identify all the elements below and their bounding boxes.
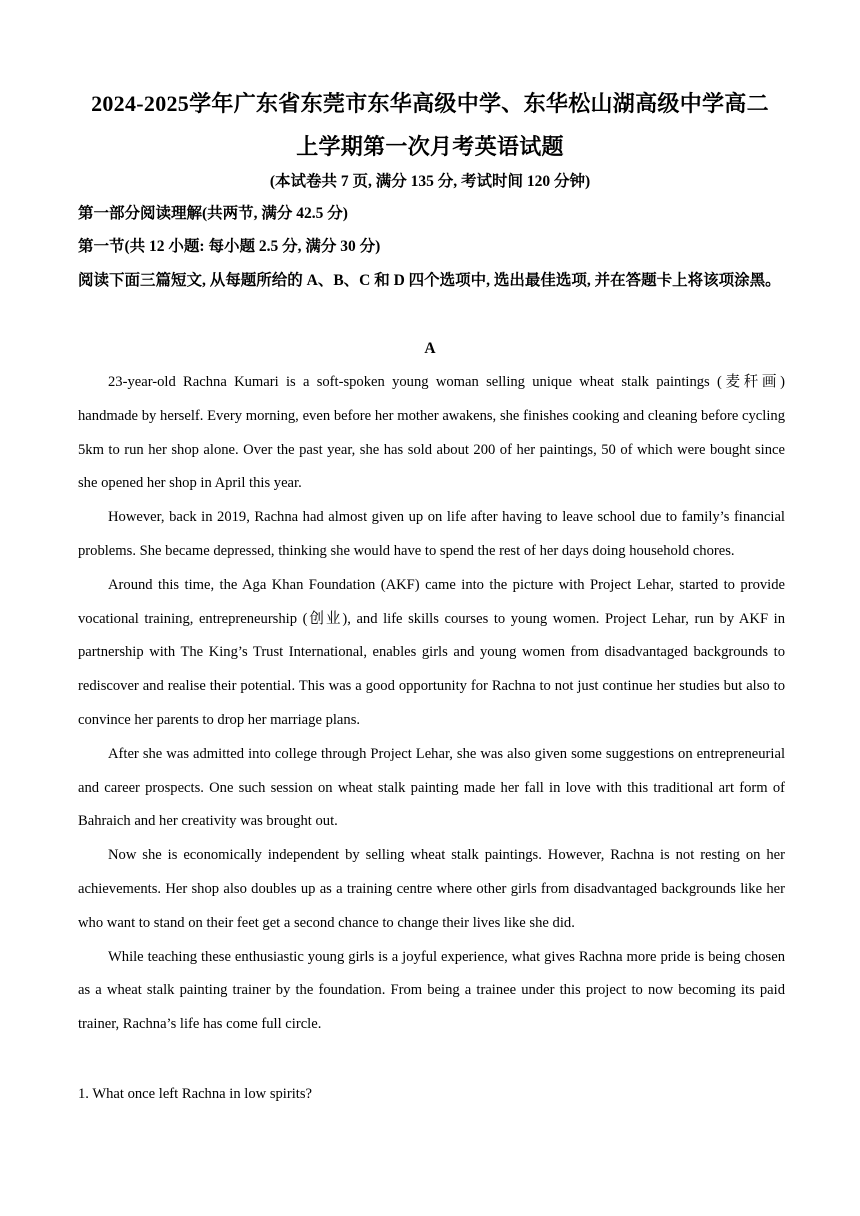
passage-a	[78, 366, 785, 1042]
paragraph: 23-year-old Rachna Kumari is a soft-spoken young woman selling unique wheat stalk paintings (麦秆画) handmade by herself. Every morning, even before her mother awakens, she finishes cooking and cleaning before cycling 5km to run her shop alone. Over the past year, she has sold about 200 of her paintings, 50 of which were bought since she opened her shop in April this year.	[78, 374, 785, 492]
passage-letter: A	[424, 340, 436, 357]
paragraph: Now she is economically independent by selling wheat stalk paintings. However, Rachna is not resting on her achievements. Her shop also doubles up as a training centre where other girls from disadvantaged backgrounds like her who want to stand on their feet get a second chance to change their lives like she did.	[78, 847, 785, 931]
paragraph: Around this time, the Aga Khan Foundation (AKF) came into the picture with Project Lehar, started to provide vocational training, entrepreneurship (创业), and life skills courses to young women. Project Lehar, run by AKF in partnership with The King’s Trust International, enables girls and young women from disadvantaged backgrounds to rediscover and realise their potential. This was a good opportunity for Rachna to not just continue her studies but also to convince her parents to drop her marriage plans.	[78, 576, 785, 728]
instructions: 阅读下面三篇短文, 从每题所给的 A、B、C 和 D 四个选项中, 选出最佳选项, 并在答题卡上将该项涂黑。	[78, 272, 781, 289]
document-title-line-1: 2024-2025学年广东省东莞市东华高级中学、东华松山湖高级中学高二	[91, 91, 769, 116]
question-1: 1. What once left Rachna in low spirits?	[78, 1086, 312, 1102]
paragraph: While teaching these enthusiastic young girls is a joyful experience, what gives Rachna more pride is being chosen as a wheat stalk painting trainer by the foundation. From being a trainee under this project to now becoming its paid trainer, Rachna’s life has come full circle.	[78, 948, 785, 1033]
section-heading: 第一节(共 12 小题: 每小题 2.5 分, 满分 30 分)	[78, 238, 381, 255]
paragraph: After she was admitted into college through Project Lehar, she was also given some suggestions on entrepreneurial and career prospects. One such session on wheat stalk painting made her fall in love with this traditional art form of Bahraich and her creativity was brought out.	[78, 745, 785, 830]
paragraph: However, back in 2019, Rachna had almost given up on life after having to leave school due to family’s financial problems. She became depressed, thinking she would have to spend the rest of her days doing household chores.	[78, 509, 785, 559]
part-heading: 第一部分阅读理解(共两节, 满分 42.5 分)	[78, 205, 348, 222]
document-title-line-2: 上学期第一次月考英语试题	[296, 134, 564, 159]
exam-info: (本试卷共 7 页, 满分 135 分, 考试时间 120 分钟)	[269, 173, 591, 190]
